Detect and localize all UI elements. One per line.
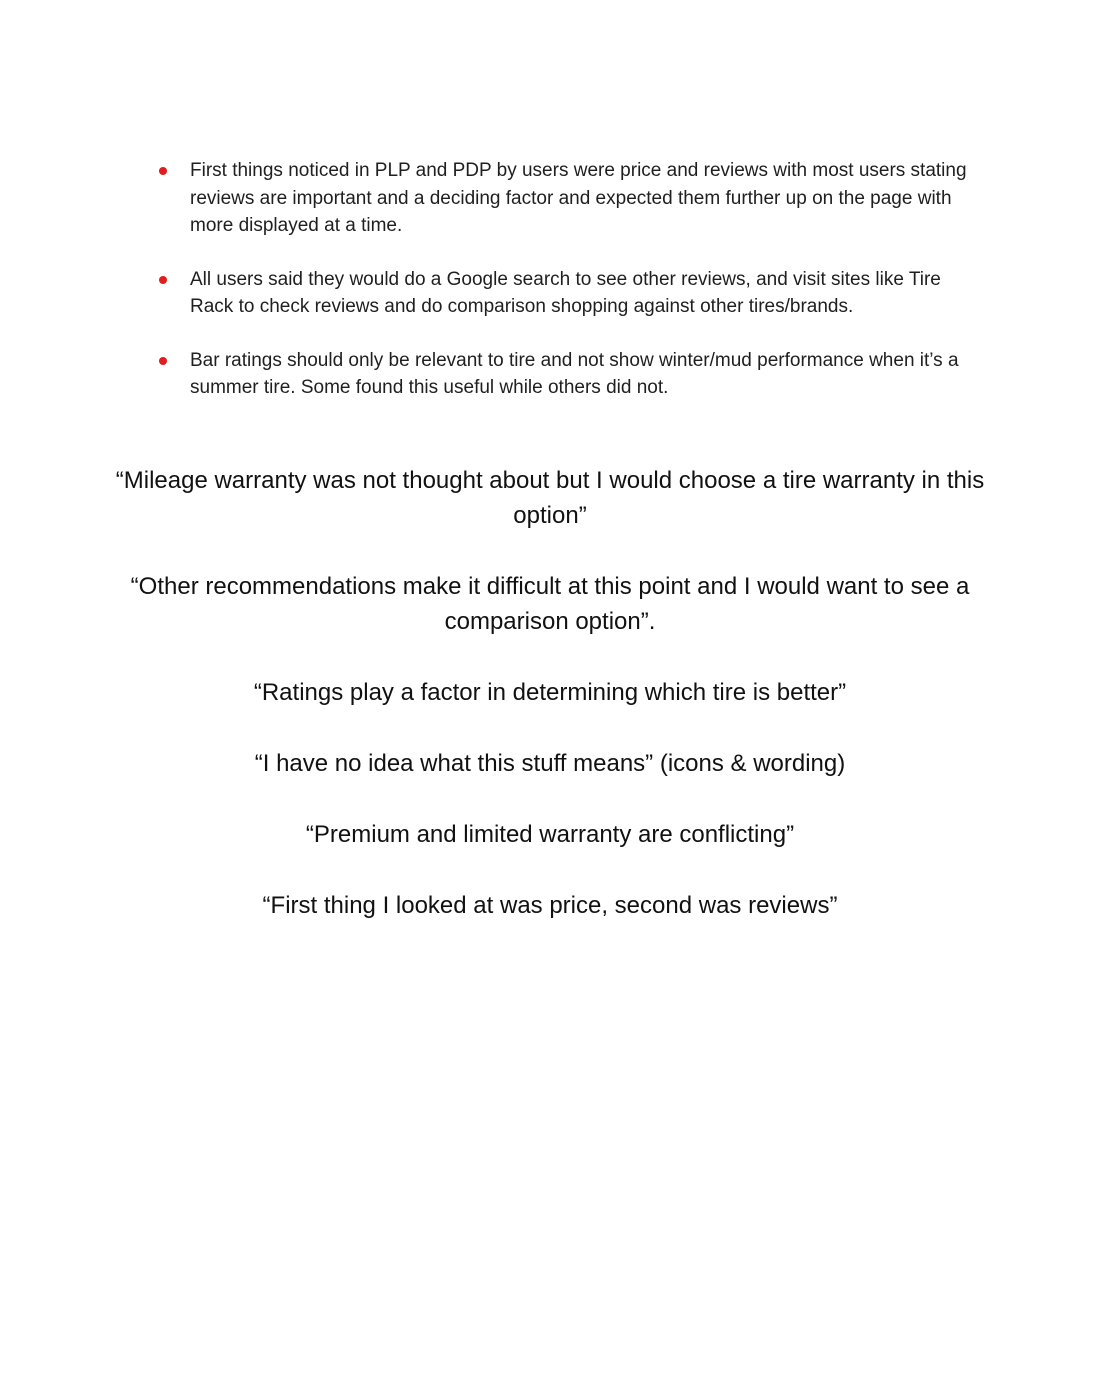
bullet-dot-icon [159,357,167,365]
user-quote: “I have no idea what this stuff means” (icons & wording) [254,750,846,777]
finding-item [156,347,986,402]
finding-item [156,266,986,321]
user-quote: “Mileage warranty was not thought about but I would choose a tire warranty in this option” [115,467,985,529]
user-quote: “Premium and limited warranty are conflicting” [305,821,795,848]
finding-item [156,157,986,240]
user-quotes [110,463,990,959]
findings-list [156,157,986,428]
finding-text: Bar ratings should only be relevant to tire and not show winter/mud performance when it’s a summer tire. Some found this useful while others did not. [190,349,959,398]
user-quote: “Ratings play a factor in determining which tire is better” [253,679,847,706]
user-quote: “First thing I looked at was price, second was reviews” [262,892,838,919]
user-quote: “Other recommendations make it difficult at this point and I would want to see a comparison option”. [130,573,970,635]
bullet-dot-icon [159,167,167,175]
finding-text: All users said they would do a Google search to see other reviews, and visit sites like Tire Rack to check reviews and do comparison shopping against other tires/brands. [190,268,941,317]
bullet-dot-icon [159,276,167,284]
finding-text: First things noticed in PLP and PDP by users were price and reviews with most users stating reviews are important and a deciding factor and expected them further up on the page with more displayed at a time. [190,160,967,236]
